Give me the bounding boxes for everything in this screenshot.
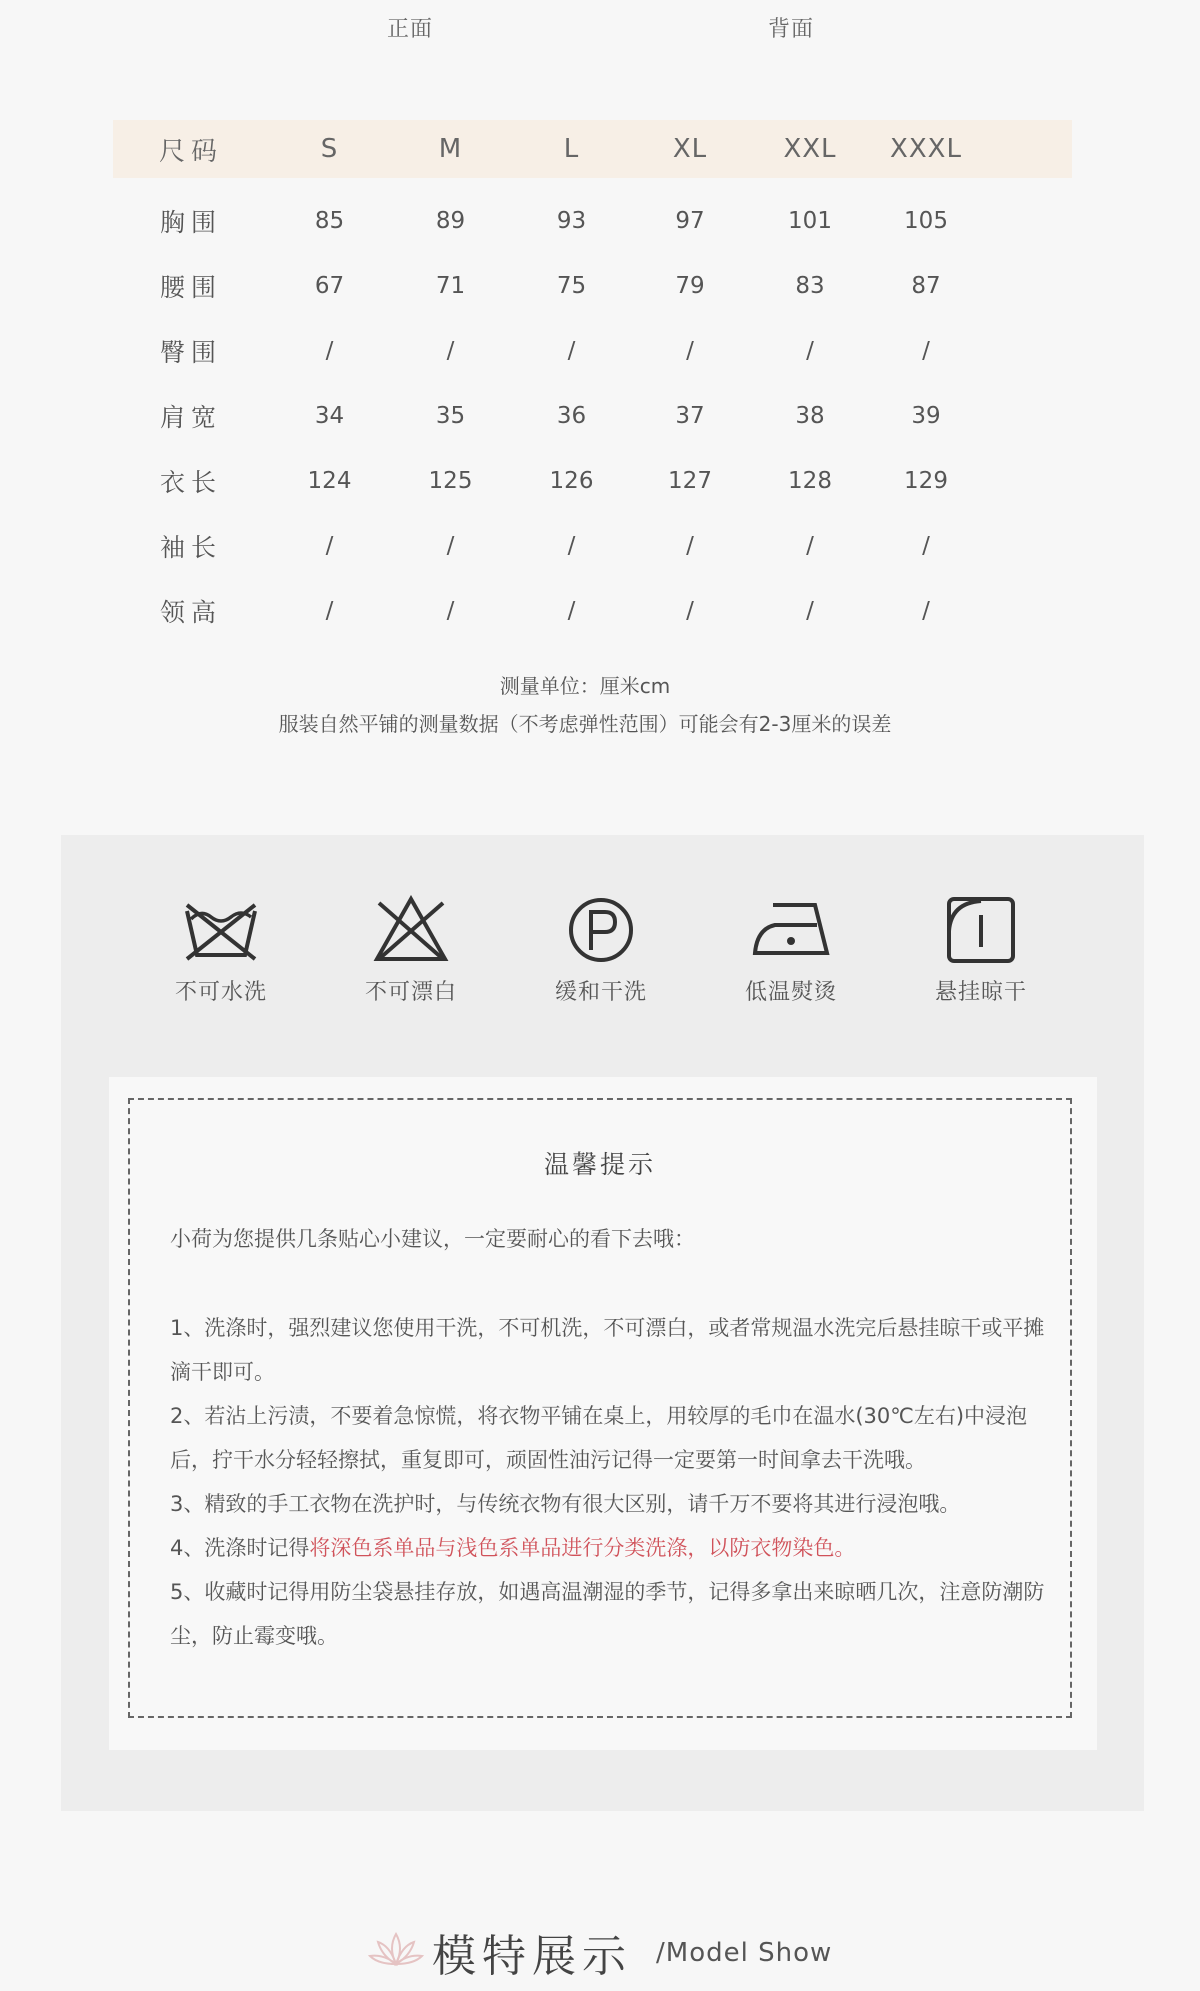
row-label: 肩宽 — [159, 402, 222, 432]
tip-item-2: 2、若沾上污渍，不要着急惊慌，将衣物平铺在桌上，用较厚的毛巾在温水(30℃左右)中浸泡后，拧干水分轻轻擦拭，重复即可，顽固性油污记得一定要第一时间拿去干洗哦。 — [170, 1404, 1028, 1472]
care-label: 缓和干洗 — [554, 980, 647, 1005]
table-cell: 124 — [307, 467, 352, 494]
size-header-l: L — [511, 120, 632, 178]
table-row — [113, 448, 1072, 513]
row-label: 衣长 — [159, 467, 222, 497]
table-cell: / — [686, 337, 694, 364]
table-cell: 126 — [549, 467, 594, 494]
table-cell: 87 — [911, 272, 941, 299]
table-cell: / — [686, 597, 694, 624]
table-cell: / — [325, 337, 334, 364]
care-item-no-bleach — [316, 895, 506, 1006]
size-header-xl: XL — [632, 120, 748, 178]
low-iron-icon — [751, 895, 831, 965]
table-row — [113, 578, 1072, 643]
care-item-low-iron — [696, 895, 886, 1006]
care-item-hang-dry — [886, 895, 1076, 1006]
table-cell: 97 — [675, 207, 705, 234]
table-cell: 128 — [788, 467, 832, 494]
table-cell: 85 — [314, 207, 345, 234]
table-cell: 101 — [788, 207, 832, 234]
table-cell: / — [567, 337, 576, 364]
table-cell: 34 — [314, 402, 345, 429]
row-label: 胸围 — [159, 207, 222, 237]
table-cell: 93 — [556, 207, 587, 234]
table-cell: / — [806, 597, 814, 624]
back-view-label: 背面 — [768, 17, 815, 42]
tips-list — [170, 1306, 1050, 1658]
size-header-xxxl: XXXL — [872, 120, 980, 178]
tip-item-4 — [170, 1526, 1050, 1570]
size-header-spacer — [980, 120, 1072, 178]
table-cell: / — [446, 532, 455, 559]
table-cell: / — [922, 337, 930, 364]
no-bleach-icon — [371, 895, 451, 965]
table-row — [113, 188, 1072, 253]
lotus-icon — [368, 1930, 424, 1970]
row-label: 臀围 — [159, 337, 222, 367]
table-cell: / — [806, 532, 814, 559]
table-cell: / — [325, 597, 334, 624]
table-cell: 71 — [435, 272, 466, 299]
tip-item-4-highlight: 将深色系单品与浅色系单品进行分类洗涤，以防衣物染色。 — [309, 1536, 856, 1560]
table-cell: / — [922, 532, 930, 559]
table-cell: 127 — [668, 467, 712, 494]
care-label: 不可漂白 — [364, 980, 457, 1005]
front-view-label: 正面 — [387, 17, 434, 42]
table-cell: 67 — [314, 272, 345, 299]
unit-note: 测量单位：厘米cm — [499, 674, 671, 698]
table-cell: 36 — [556, 402, 587, 429]
table-cell: / — [922, 597, 930, 624]
model-show-subtitle: /Model Show — [656, 1938, 833, 1968]
table-cell: 35 — [435, 402, 466, 429]
table-row — [113, 253, 1072, 318]
row-label: 腰围 — [159, 272, 222, 302]
table-cell: 75 — [556, 272, 587, 299]
table-cell: 83 — [795, 272, 825, 299]
size-table — [113, 120, 1072, 643]
size-header-row — [113, 120, 1072, 178]
table-cell: / — [446, 597, 455, 624]
size-header-s: S — [269, 120, 390, 178]
no-wash-icon — [181, 895, 261, 965]
table-row — [113, 383, 1072, 448]
disclaimer-note: 服装自然平铺的测量数据（不考虑弹性范围）可能会有2-3厘米的误差 — [278, 712, 892, 736]
hang-dry-icon — [941, 895, 1021, 965]
size-header-m: M — [390, 120, 511, 178]
table-cell: / — [446, 337, 455, 364]
model-show-title: 模特展示 — [432, 1931, 632, 1982]
tip-item-1: 1、洗涤时，强烈建议您使用干洗，不可机洗，不可漂白，或者常规温水洗完后悬挂晾干或平摊滴干即可。 — [170, 1316, 1045, 1384]
table-cell: / — [567, 532, 576, 559]
table-cell: 79 — [675, 272, 705, 299]
dry-clean-icon — [561, 895, 641, 965]
table-row — [113, 513, 1072, 578]
table-cell: 105 — [904, 207, 948, 234]
care-item-dry-clean — [506, 895, 696, 1006]
table-row — [113, 318, 1072, 383]
row-label: 袖长 — [159, 532, 222, 562]
table-cell: / — [806, 337, 814, 364]
table-cell: / — [686, 532, 694, 559]
tip-item-3: 3、精致的手工衣物在洗护时，与传统衣物有很大区别，请千万不要将其进行浸泡哦。 — [170, 1492, 961, 1516]
table-cell: 125 — [428, 467, 473, 494]
size-header-label: 尺码 — [113, 120, 269, 178]
table-cell: 38 — [795, 402, 825, 429]
table-cell: 39 — [911, 402, 941, 429]
care-label: 低温熨烫 — [744, 980, 837, 1005]
care-label: 不可水洗 — [174, 980, 267, 1005]
table-cell: 89 — [435, 207, 466, 234]
care-label: 悬挂晾干 — [934, 980, 1027, 1005]
size-header-xxl: XXL — [748, 120, 872, 178]
care-item-no-wash — [126, 895, 316, 1006]
row-label: 领高 — [159, 597, 222, 627]
table-cell: / — [325, 532, 334, 559]
table-cell: 37 — [675, 402, 705, 429]
tip-item-4-prefix: 4、洗涤时记得 — [170, 1536, 310, 1560]
table-cell: 129 — [904, 467, 948, 494]
tips-intro: 小荷为您提供几条贴心小建议，一定要耐心的看下去哦： — [170, 1227, 695, 1251]
tips-title: 温馨提示 — [543, 1150, 656, 1179]
tip-item-5: 5、收藏时记得用防尘袋悬挂存放，如遇高温潮湿的季节，记得多拿出来晾晒几次，注意防潮防尘，防止霉变哦。 — [170, 1580, 1045, 1648]
table-cell: / — [567, 597, 576, 624]
